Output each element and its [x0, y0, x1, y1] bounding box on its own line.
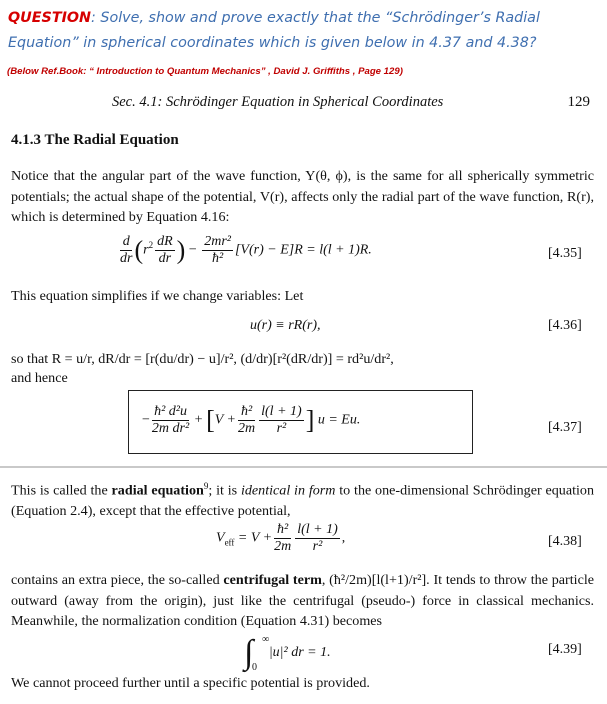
divider-line — [0, 466, 607, 468]
paragraph-5 — [11, 570, 594, 632]
page-header — [112, 94, 590, 111]
eq439-lower: 0 — [252, 662, 257, 673]
p4-text-a: This is called the — [11, 482, 112, 499]
eq437-num3: l(l + 1) — [261, 404, 302, 419]
question-box — [0, 0, 607, 88]
eq438-mid: = V + — [237, 530, 273, 546]
eq437-num1: ħ² d²u — [152, 404, 189, 421]
p5-centrifugal-term: centrifugal term — [223, 572, 322, 588]
eq437-num2: ħ² — [238, 404, 255, 421]
eq437-v: V + — [214, 412, 236, 428]
page-number: 129 — [567, 94, 590, 110]
paragraph-3: so that R = u/r, dR/dr = [r(du/dr) − u]/r², (d/dr)[r²(dR/dr)] = rd²u/dr², — [11, 351, 394, 367]
eq435-rest: [V(r) − E]R = l(l + 1)R. — [234, 242, 372, 258]
eq435-hbar2: ħ² — [212, 251, 224, 266]
eq437-den1: 2m dr² — [151, 421, 190, 436]
paragraph-4 — [11, 476, 594, 522]
equation-4-35: $\frac{d}{dr}$ ($r^2$ $\frac{dR}{dr}$ ) − $\frac{\text{2mr²}}{\text{ħ²}}$ [V(r) − E]R = l(l + 1)R. — [120, 234, 372, 266]
equation-4-36: u(r) ≡ rR(r), — [250, 318, 321, 333]
eq-number-4-35: [4.35] — [548, 246, 582, 261]
equation-4-38: $V_{eff} = V$ + $\frac{\text{ħ²}}{2m}$ $\frac{l(l + 1)}{\text{r²}}$ , — [216, 522, 346, 554]
paragraph-6: We cannot proceed further until a specific potential is provided. — [11, 675, 370, 691]
reference-note: (Below Ref.Book: “ Introduction to Quantum Mechanics” , David J. Griffiths , Page 129) — [7, 66, 403, 77]
paragraph-2: This equation simplifies if we change variables: Let — [11, 288, 304, 304]
eq435-2mr2: 2mr² — [204, 234, 231, 249]
p4-text-c: ; it is — [208, 482, 241, 499]
eq435-r: r — [143, 242, 149, 258]
eq438-sub: eff — [224, 537, 235, 548]
paragraph-1: Notice that the angular part of the wave function, Y(θ, ϕ), is the same for all spherically symmetric potentials; the actual shape of the potential, V(r), affects only the radial part of the wave function, R(r), which is determined by Equation 4.16: — [11, 168, 594, 226]
footnote-mark: 9 — [203, 481, 209, 491]
equation-4-39 — [244, 634, 331, 672]
eq435-dR: dR — [157, 234, 173, 249]
eq-number-4-39: [4.39] — [548, 642, 582, 657]
eq437-den2: 2m — [238, 421, 256, 436]
eq438-num3: l(l + 1) — [297, 522, 338, 537]
eq435-dr: dr — [120, 251, 133, 266]
eq438-lhs: V — [216, 530, 225, 546]
eq439-upper: ∞ — [262, 634, 270, 645]
eq-number-4-37: [4.37] — [548, 420, 582, 435]
eq-number-4-38: [4.38] — [548, 534, 582, 549]
question-label: QUESTION — [8, 10, 92, 26]
eq438-num2: ħ² — [274, 522, 291, 539]
p4-radial-equation: radial equation — [111, 482, 204, 499]
integral-sign: ∫ — [244, 634, 254, 671]
p4-identical: identical in form — [240, 482, 336, 499]
p5-text-c: , (ħ²/2m)[l(l+1)/r²]. It tends to throw the particle outward (away from the origin), just like the centrifugal (pseudo-) force in classical mechanics. Meanwhile, the normalization condition (Equation 4.31) becomes — [11, 572, 594, 630]
eq435-d: d — [120, 234, 132, 251]
p5-text-a: contains an extra piece, the so-called — [11, 572, 224, 588]
eq438-den3: r² — [312, 539, 323, 554]
question-body: : Solve, show and prove exactly that the “Schrödinger’s Radial Equation” in spherical coordinates which is given below in 4.37 and 4.38? — [8, 10, 540, 51]
eq439-body: |u|² dr = 1. — [268, 645, 331, 661]
paragraph-3b: and hence — [11, 370, 68, 386]
eq435-dr2: dr — [158, 251, 172, 266]
eq438-den2: 2m — [274, 539, 292, 554]
eq437-rest: u = Eu. — [317, 412, 361, 428]
question-text — [8, 6, 603, 56]
equation-4-37: − $\frac{\text{ħ² d²u}}{\text{2m dr²}}$ + [V + $\frac{\text{ħ²}}{2m}$ $\frac{l(l + 1)}{\text{r²}}$ ] u = Eu. — [142, 404, 361, 436]
header-title: Sec. 4.1: Schrödinger Equation in Spherical Coordinates — [112, 94, 444, 110]
eq-number-4-36: [4.36] — [548, 318, 582, 333]
p4-text-e: to the one-dimensional Schrödinger equation (Equation 2.4), except that the effective potential, — [11, 482, 595, 520]
eq437-den3: r² — [276, 421, 287, 436]
section-heading: 4.1.3 The Radial Equation — [11, 132, 179, 148]
